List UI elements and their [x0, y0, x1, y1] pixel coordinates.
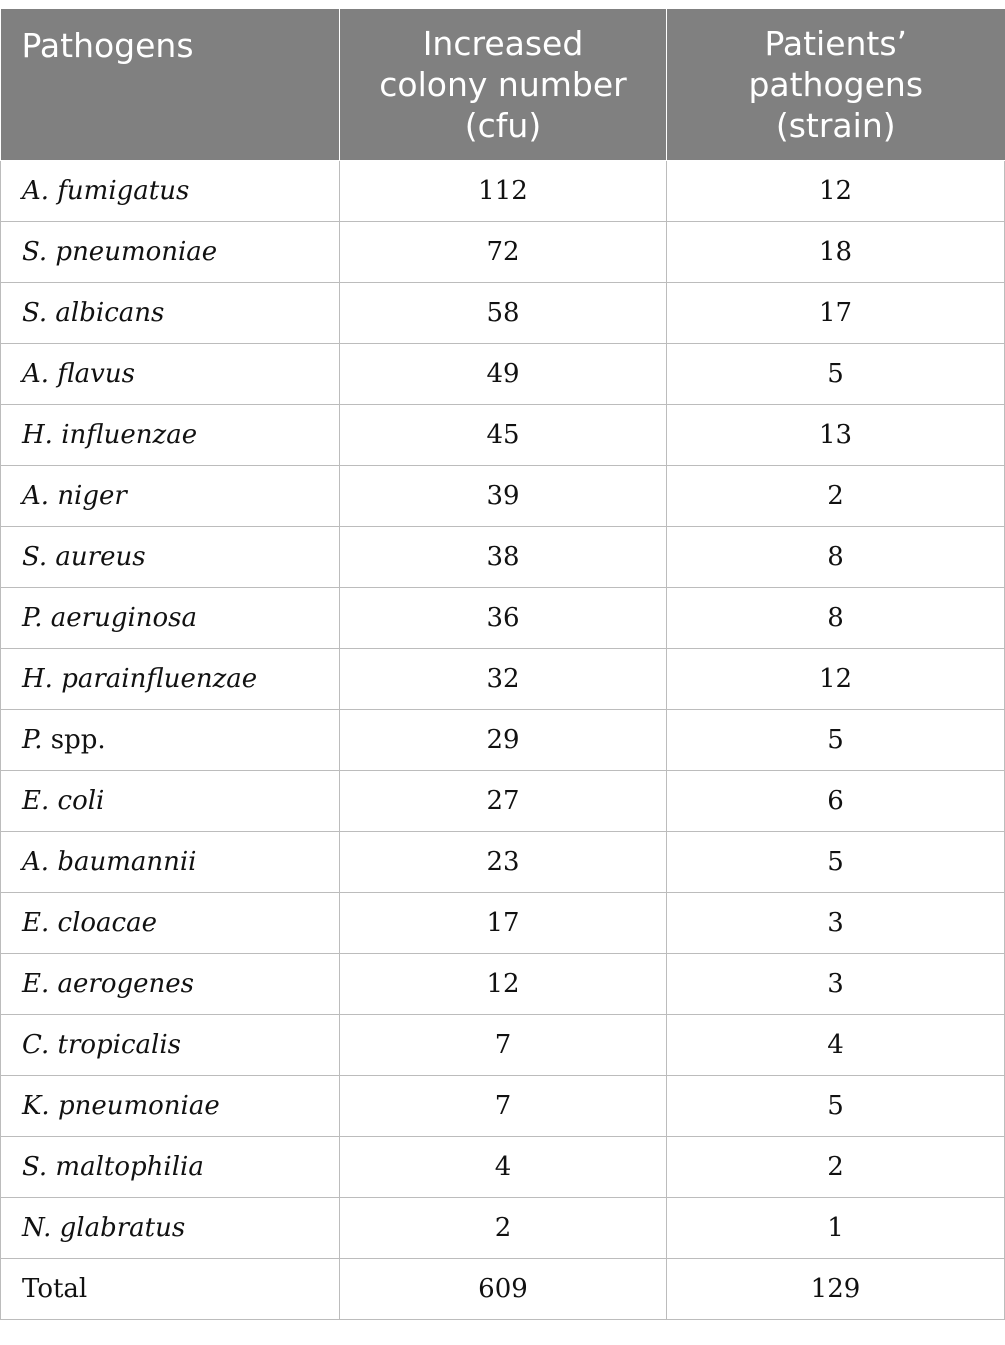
increased-cell: 27	[340, 771, 667, 832]
patients-cell: 4	[667, 1015, 1005, 1076]
header-patients-line-2: pathogens	[748, 65, 924, 104]
increased-cell: 12	[340, 954, 667, 1015]
genus-text: H.	[22, 664, 53, 694]
patients-cell: 2	[667, 466, 1005, 527]
table-row	[1, 527, 1005, 588]
species-text: influenzae	[61, 420, 198, 450]
genus-text: E.	[22, 969, 50, 999]
increased-cell: 32	[340, 649, 667, 710]
pathogen-name-cell	[1, 405, 340, 466]
pathogen-name-cell	[1, 710, 340, 771]
species-text: niger	[57, 481, 127, 511]
species-text: glabratus	[59, 1213, 186, 1243]
patients-cell: 3	[667, 893, 1005, 954]
table-row	[1, 832, 1005, 893]
genus-text: E.	[22, 908, 50, 938]
table-row	[1, 222, 1005, 283]
species-text: tropicalis	[57, 1030, 182, 1060]
genus-text: N.	[22, 1213, 52, 1243]
increased-cell: 29	[340, 710, 667, 771]
increased-cell: 4	[340, 1137, 667, 1198]
pathogen-name-cell	[1, 527, 340, 588]
species-text: parainfluenzae	[61, 664, 258, 694]
pathogen-name-cell	[1, 1137, 340, 1198]
increased-cell: 2	[340, 1198, 667, 1259]
species-text: fumigatus	[57, 176, 190, 206]
patients-cell: 8	[667, 588, 1005, 649]
genus-text: E.	[22, 786, 50, 816]
pathogen-name-cell	[1, 954, 340, 1015]
genus-text: S.	[22, 298, 48, 328]
patients-cell: 17	[667, 283, 1005, 344]
genus-text: S.	[22, 1152, 48, 1182]
table-row	[1, 710, 1005, 771]
pathogen-name-cell	[1, 1076, 340, 1137]
pathogen-name-cell	[1, 344, 340, 405]
pathogen-name-cell	[1, 1198, 340, 1259]
species-text: pneumoniae	[57, 1091, 220, 1121]
species-text: cloacae	[57, 908, 157, 938]
table-row	[1, 588, 1005, 649]
table-row	[1, 893, 1005, 954]
header-pathogens	[1, 9, 340, 161]
patients-cell: 12	[667, 649, 1005, 710]
increased-cell: 36	[340, 588, 667, 649]
header-increased-line-2: colony number	[379, 65, 627, 104]
header-patients-line-3: (strain)	[775, 106, 896, 145]
patients-cell: 5	[667, 832, 1005, 893]
species-text: maltophilia	[55, 1152, 204, 1182]
increased-cell: 38	[340, 527, 667, 588]
table-row	[1, 649, 1005, 710]
total-row	[1, 1259, 1005, 1320]
pathogen-name-cell	[1, 222, 340, 283]
species-text: aeruginosa	[50, 603, 198, 633]
table-row	[1, 954, 1005, 1015]
species-text: aerogenes	[57, 969, 194, 999]
header-row	[1, 9, 1005, 161]
patients-cell: 5	[667, 344, 1005, 405]
species-text: spp.	[50, 725, 106, 755]
increased-cell: 58	[340, 283, 667, 344]
genus-text: S.	[22, 237, 48, 267]
patients-cell: 5	[667, 710, 1005, 771]
total-increased-cell: 609	[340, 1259, 667, 1320]
total-label-cell: Total	[1, 1259, 340, 1320]
patients-cell: 18	[667, 222, 1005, 283]
header-patients-pathogens	[667, 9, 1005, 161]
pathogen-table-container	[0, 9, 1004, 1320]
genus-text: A.	[22, 359, 50, 389]
table-row	[1, 405, 1005, 466]
increased-cell: 7	[340, 1015, 667, 1076]
header-increased-line-3: (cfu)	[464, 106, 542, 145]
table-header	[1, 9, 1005, 161]
increased-cell: 72	[340, 222, 667, 283]
increased-cell: 17	[340, 893, 667, 954]
patients-cell: 6	[667, 771, 1005, 832]
genus-text: C.	[22, 1030, 50, 1060]
pathogen-name-cell	[1, 1015, 340, 1076]
header-increased-colony-number	[340, 9, 667, 161]
pathogen-name-cell	[1, 588, 340, 649]
increased-cell: 39	[340, 466, 667, 527]
pathogen-table	[0, 9, 1005, 1320]
genus-text: P.	[22, 725, 43, 755]
patients-cell: 12	[667, 161, 1005, 222]
table-row	[1, 771, 1005, 832]
species-text: aureus	[55, 542, 146, 572]
species-text: flavus	[57, 359, 135, 389]
species-text: baumannii	[57, 847, 197, 877]
genus-text: A.	[22, 481, 50, 511]
patients-cell: 2	[667, 1137, 1005, 1198]
increased-cell: 49	[340, 344, 667, 405]
patients-cell: 1	[667, 1198, 1005, 1259]
patients-cell: 13	[667, 405, 1005, 466]
species-text: coli	[57, 786, 105, 816]
increased-cell: 23	[340, 832, 667, 893]
patients-cell: 5	[667, 1076, 1005, 1137]
genus-text: P.	[22, 603, 43, 633]
table-row	[1, 466, 1005, 527]
table-row	[1, 1137, 1005, 1198]
pathogen-name-cell	[1, 893, 340, 954]
table-row	[1, 1076, 1005, 1137]
genus-text: S.	[22, 542, 48, 572]
total-patients-cell: 129	[667, 1259, 1005, 1320]
patients-cell: 3	[667, 954, 1005, 1015]
genus-text: A.	[22, 176, 50, 206]
increased-cell: 45	[340, 405, 667, 466]
genus-text: K.	[22, 1091, 50, 1121]
pathogen-name-cell	[1, 771, 340, 832]
genus-text: H.	[22, 420, 53, 450]
pathogen-name-cell	[1, 466, 340, 527]
header-increased-line-1: Increased	[422, 24, 584, 63]
pathogen-name-cell	[1, 649, 340, 710]
table-row	[1, 344, 1005, 405]
header-pathogens-label: Pathogens	[21, 26, 194, 65]
genus-text: A.	[22, 847, 50, 877]
pathogen-name-cell	[1, 283, 340, 344]
table-row	[1, 283, 1005, 344]
increased-cell: 112	[340, 161, 667, 222]
increased-cell: 7	[340, 1076, 667, 1137]
species-text: albicans	[55, 298, 165, 328]
pathogen-name-cell	[1, 832, 340, 893]
species-text: pneumoniae	[55, 237, 218, 267]
header-patients-line-1: Patients’	[764, 24, 908, 63]
pathogen-name-cell	[1, 161, 340, 222]
table-row	[1, 1015, 1005, 1076]
patients-cell: 8	[667, 527, 1005, 588]
table-body	[1, 161, 1005, 1320]
table-row	[1, 1198, 1005, 1259]
table-row	[1, 161, 1005, 222]
